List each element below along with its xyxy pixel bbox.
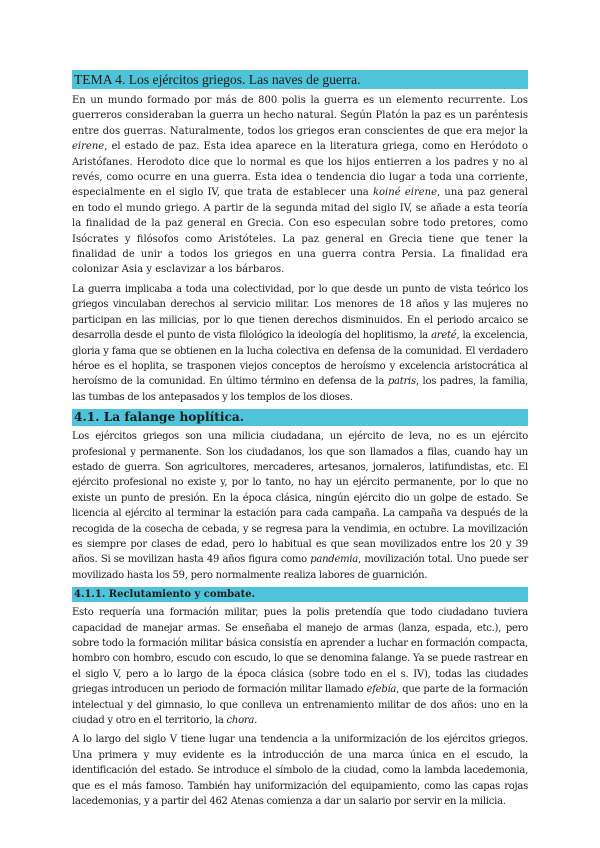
document-page — [72, 70, 528, 813]
text-run: , el estado de paz. Esta idea aparece en la literatura griega, como en Heródoto o Aristófanes. Herodoto dice que lo normal es que los hijos entierren a los padres y no al revés, como ocurre en una guerra. Esta idea o tendencia dio lugar a toda una corriente, especialmente en el siglo IV, que trata de establecer una — [72, 141, 528, 199]
italic-term: koiné eirene — [372, 187, 438, 199]
text-run: , que parte de la formación intelectual y del gimnasio, lo que conlleva un entrenamiento militar de dos años: uno en la ciudad y otro en el territorio, la — [72, 684, 528, 727]
text-run: Esto requería una formación militar, pues la polis pretendía que todo ciudadano tuviera capacidad de manejar armas. Se enseñaba el manejo de armas (lanza, espada, etc.), pero sobre todo la formación militar básica consistía en aprender a luchar en formación compacta, hombro con hombro, escudo con escudo, lo que se denomina falange. Ya se puede rastrear en el siglo V, pero a lo largo de la época clásica (sobre todo en el s. IV), todas las ciudades griegas introducen un periodo de formación militar llamado — [72, 607, 528, 696]
text-run: , la excelencia, gloria y fama que se obtienen en la lucha colectiva en defensa de la comunidad. El verdadero héroe es el hoplita, se trasponen viejos conceptos de heroísmo y excelencia aristocrática al heroísmo de la comunidad. En último término en defensa de la — [72, 330, 528, 388]
text-run: , movilización total. Uno puede ser movilizado hasta los 59, pero normalmente realiza labores de guarnición. — [72, 554, 528, 581]
section-heading: 4.1. La falange hoplítica. — [72, 409, 528, 426]
italic-term: efebía — [366, 684, 397, 696]
text-run: Los ejércitos griegos son una milicia ciudadana, un ejército de leva, no es un ejército profesional y permanente. Son los ciudadanos, los que son llamados a filas, cuando hay un estado de guerra. Son agricultores, mercaderes, artesanos, jornaleros, latifundistas, etc. El ejército profesional no existe y, por lo tanto, no hay un ejército permanente, por lo que no existe un punto de presión. En la época clásica, ningún ejército dio un golpe de estado. Se licencia al ejército al terminar la estación para cada campaña. La campaña va después de la recogida de la cosecha de cebada, y se regresa para la vendimia, en octubre. La movilización es siempre por clases de edad, pero lo habitual es que sean movilizados entre los 20 y 39 años. Si se movilizan hasta 49 años figura como — [72, 431, 528, 566]
chapter-title: TEMA 4. Los ejércitos griegos. Las naves de guerra. — [72, 70, 528, 89]
text-run: A lo largo del siglo V tiene lugar una tendencia a la uniformización de los ejércitos griegos. Una primera y muy evidente es la introducción de una marca única en el escudo, la identificación del estado. Se introduce el símbolo de la ciudad, como la lambda lacedemonia, que es el más famoso. También hay uniformización del equipamiento, como las capas rojas lacedemonias, y a partir del 462 Atenas comienza a dar un salario por servir en la milicia. — [72, 734, 528, 808]
paragraph-military-training — [72, 605, 528, 728]
italic-term: pandemia — [310, 554, 359, 566]
italic-term: chora — [226, 715, 255, 727]
paragraph-citizen-militia — [72, 429, 528, 583]
text-run: En un mundo formado por más de 800 polis la guerra es un elemento recurrente. Los guerreros consideraban la guerra un hecho natural. Según Platón la paz es un paréntesis entre dos guerras. Naturalmente, todos los griegos eran conscientes de que era mejor la — [72, 95, 528, 137]
text-run: . — [254, 715, 258, 727]
text-run: , una paz general en todo el mundo griego. A partir de la segunda mitad del siglo IV, se añade a esta teoría la finalidad de la paz general en Grecia. Con eso especulan sobre todo pretores, como Isócrates y filósofos como Aristóteles. La paz general en Grecia tiene que tener la finalidad de unir a todos los griegos en una guerra contra Persia. La finalidad era colonizar Asia y esclavizar a los bárbaros. — [72, 187, 528, 276]
italic-term: eirene — [72, 141, 105, 153]
paragraph-uniformization — [72, 732, 528, 809]
paragraph-hoplitism — [72, 282, 528, 405]
italic-term: areté — [431, 330, 457, 342]
italic-term: patris — [387, 376, 416, 388]
text-run: , los padres, la familia, las tumbas de los antepasados y los templos de los dioses. — [72, 376, 528, 403]
subsection-heading: 4.1.1. Reclutamiento y combate. — [72, 587, 528, 602]
paragraph-war-and-peace — [72, 93, 528, 278]
text-run: La guerra implicaba a toda una colectividad, por lo que desde un punto de vista teórico los griegos vinculaban derechos al servicio militar. Los menores de 18 años y las mujeres no participan en las milicias, por lo que tienen derechos disminuidos. En el periodo arcaico se desarrolla desde el punto de vista filológico la ideología del hoplitismo, la — [72, 283, 528, 342]
